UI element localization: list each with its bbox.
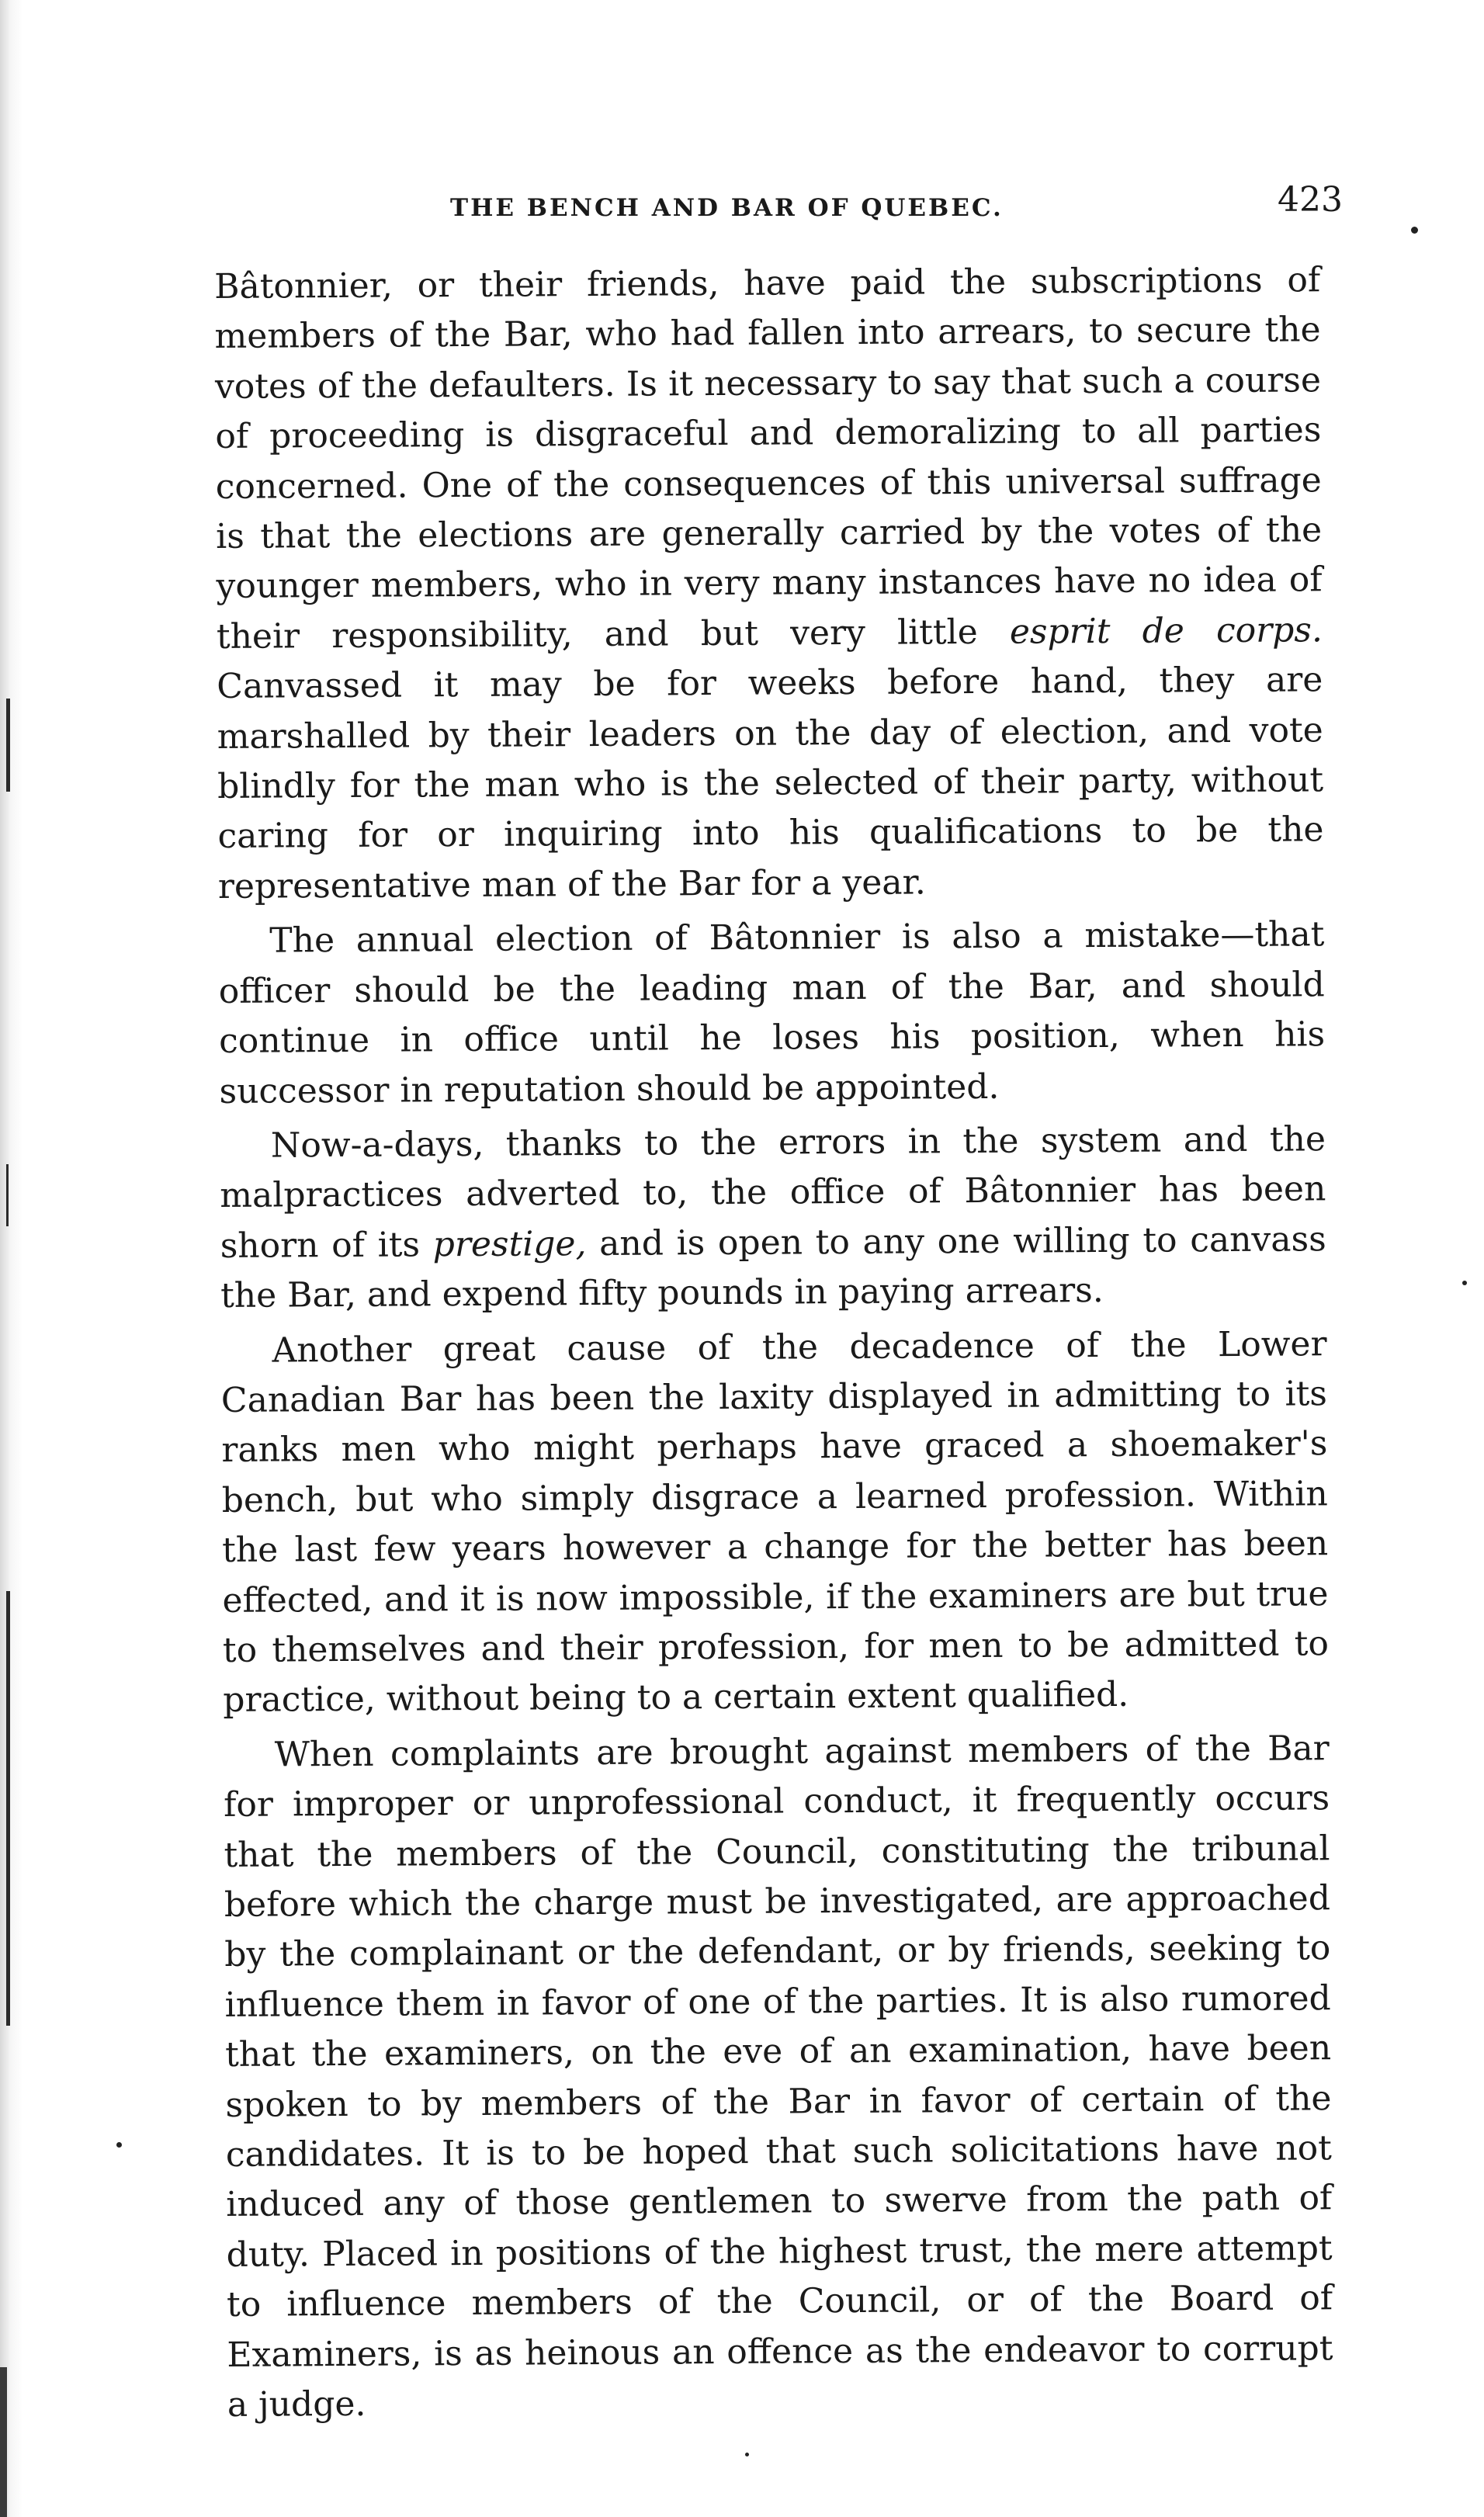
ink-speck — [1462, 1281, 1467, 1285]
binding-mark — [6, 1164, 9, 1226]
paragraph-3-text-after: and is open to any one willing to canvass the Bar, and expend fifty pounds in paying arrears. — [220, 1219, 1326, 1316]
paragraph-3 — [220, 1115, 1327, 1321]
page-number: 423 — [1278, 180, 1343, 220]
binding-mark — [6, 1591, 10, 2026]
paragraph-3-text: Now-a-days, thanks to the errors in the system and the malpractices adverted to, the office of Bâtonnier has been shorn of its — [220, 1119, 1326, 1266]
paragraph-1 — [214, 255, 1324, 912]
binding-mark — [6, 699, 10, 792]
paragraph-4: Another great cause of the decadence of the Lower Canadian Bar has been the laxity displayed in admitting to its ranks men who might perhaps have graced a shoemaker's bench, but who simply disgrace a learned profession. Within the last few years however a change for the better has been effected, and it is now impossible, if the examiners are but true to themselves and their profession, for men to be admitted to practice, without being to a certain extent qualified. — [220, 1323, 1330, 1721]
paragraph-3-italic: prestige, — [432, 1223, 587, 1265]
paragraph-1-text: Bâtonnier, or their friends, have paid the subscriptions of members of the Bar, who had fallen into arrears, to secure the votes of the defaulters. Is it necessary to say that such a course of proceeding is disgraceful and demoralizing to all parties concerned. One of the consequences of this universal suffrage is that the elections are generally carried by the votes of the younger members, who in very many instances have no idea of their responsibility, and but very little — [214, 260, 1323, 657]
binding-edge — [0, 0, 23, 2517]
ink-speck — [745, 2453, 749, 2456]
paragraph-2: The annual election of Bâtonnier is also a mistake—that officer should be the leading man of the Bar, and should continue in office until he loses his position, when his successor in reputation should be appointed. — [218, 914, 1326, 1111]
ink-speck — [116, 2142, 122, 2148]
body-text — [214, 255, 1333, 2435]
running-head: THE BENCH AND BAR OF QUEBEC. — [450, 194, 1004, 222]
paragraph-1-text-after: Canvassed it may be for weeks before hand, they are marshalled by their leaders on the day of election, and vote blindly for the man who is the selected of their party, without caring for or inquiring into his qualifications to be the representative man of the Bar for a year. — [217, 660, 1324, 907]
ink-speck — [1411, 227, 1418, 234]
paragraph-1-italic: esprit de corps. — [1009, 610, 1323, 652]
page-header — [419, 180, 1343, 234]
paragraph-5: When complaints are brought against members of the Bar for improper or unprofessional conduct, it frequently occurs that the members of the Council, constituting the tribunal before which the charge must be investigated, are approached by the complainant or the defendant, or by friends, seeking to influence them in favor of one of the parties. It is also rumored that the examiners, on the eve of an examination, have been spoken to by members of the Bar in favor of certain of the candidates. It is to be hoped that such solicitations have not induced any of those gentlemen to swerve from the path of duty. Placed in positions of the highest trust, the mere attempt to influence members of the Council, or of the Board of Examiners, is as heinous an offence as the endeavor to corrupt a judge. — [223, 1728, 1333, 2425]
binding-mark — [0, 2367, 7, 2517]
